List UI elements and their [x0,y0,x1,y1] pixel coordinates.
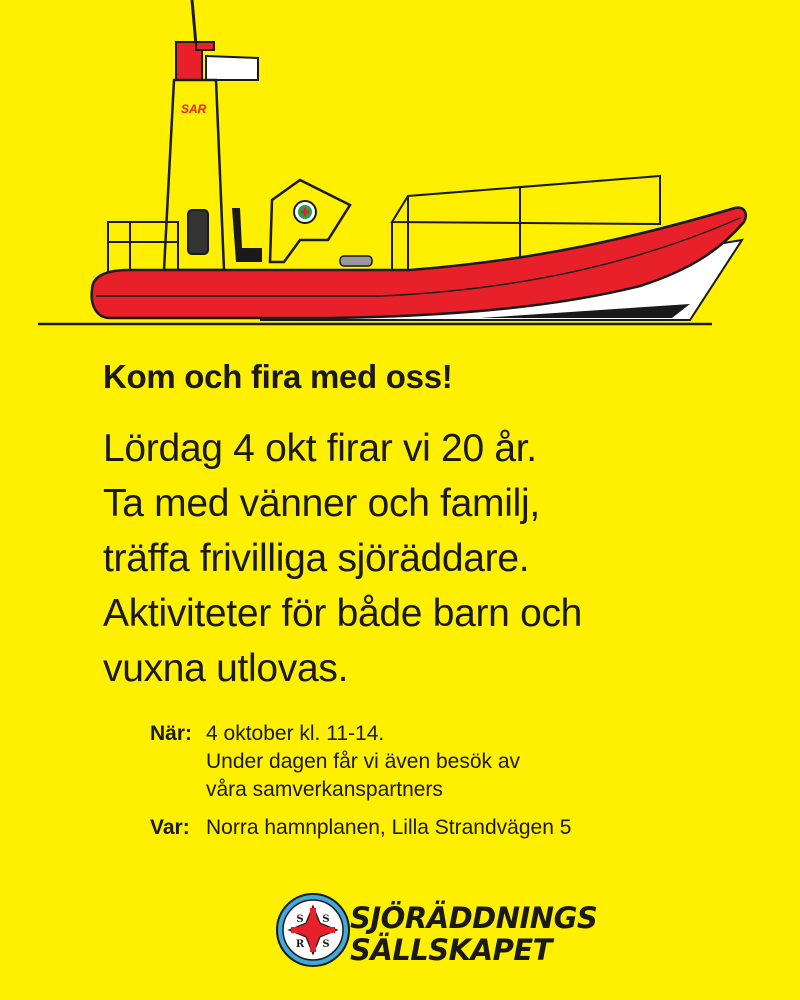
where-line: Norra hamnplanen, Lilla Strandvägen 5 [206,816,572,839]
body-line: Lördag 4 okt firar vi 20 år. [103,427,537,470]
body-text [103,421,783,696]
when-line: 4 oktober kl. 11-14. [206,722,385,745]
rescue-boat-illustration [0,0,800,340]
when-line: våra samverkanspartners [206,778,443,801]
body-line: Aktiviteter för både barn och [103,592,583,635]
where-row [150,814,770,842]
badge-letter: R [295,939,305,950]
when-row [150,720,770,804]
logo-wordmark [350,902,597,966]
body-line: Ta med vänner och familj, [103,482,540,525]
badge-letter: S [322,939,330,950]
body-line: vuxna utlovas. [103,647,349,690]
badge-letter: S [296,914,304,925]
headline: Kom och fira med oss! [103,358,453,395]
event-details [150,720,770,842]
where-label: Var: [150,816,190,839]
badge-letter: S [322,914,330,925]
when-line: Under dagen får vi även besök av [206,750,521,773]
where-value [206,814,571,842]
tower-sar-text: SAR [181,102,207,116]
when-value [206,720,520,804]
body-line: träffa frivilliga sjöräddare. [103,537,530,580]
logo-line2: SÄLLSKAPET [350,933,552,967]
logo-line1: SJÖRÄDDNINGS [350,901,598,935]
when-label: När: [150,722,193,745]
